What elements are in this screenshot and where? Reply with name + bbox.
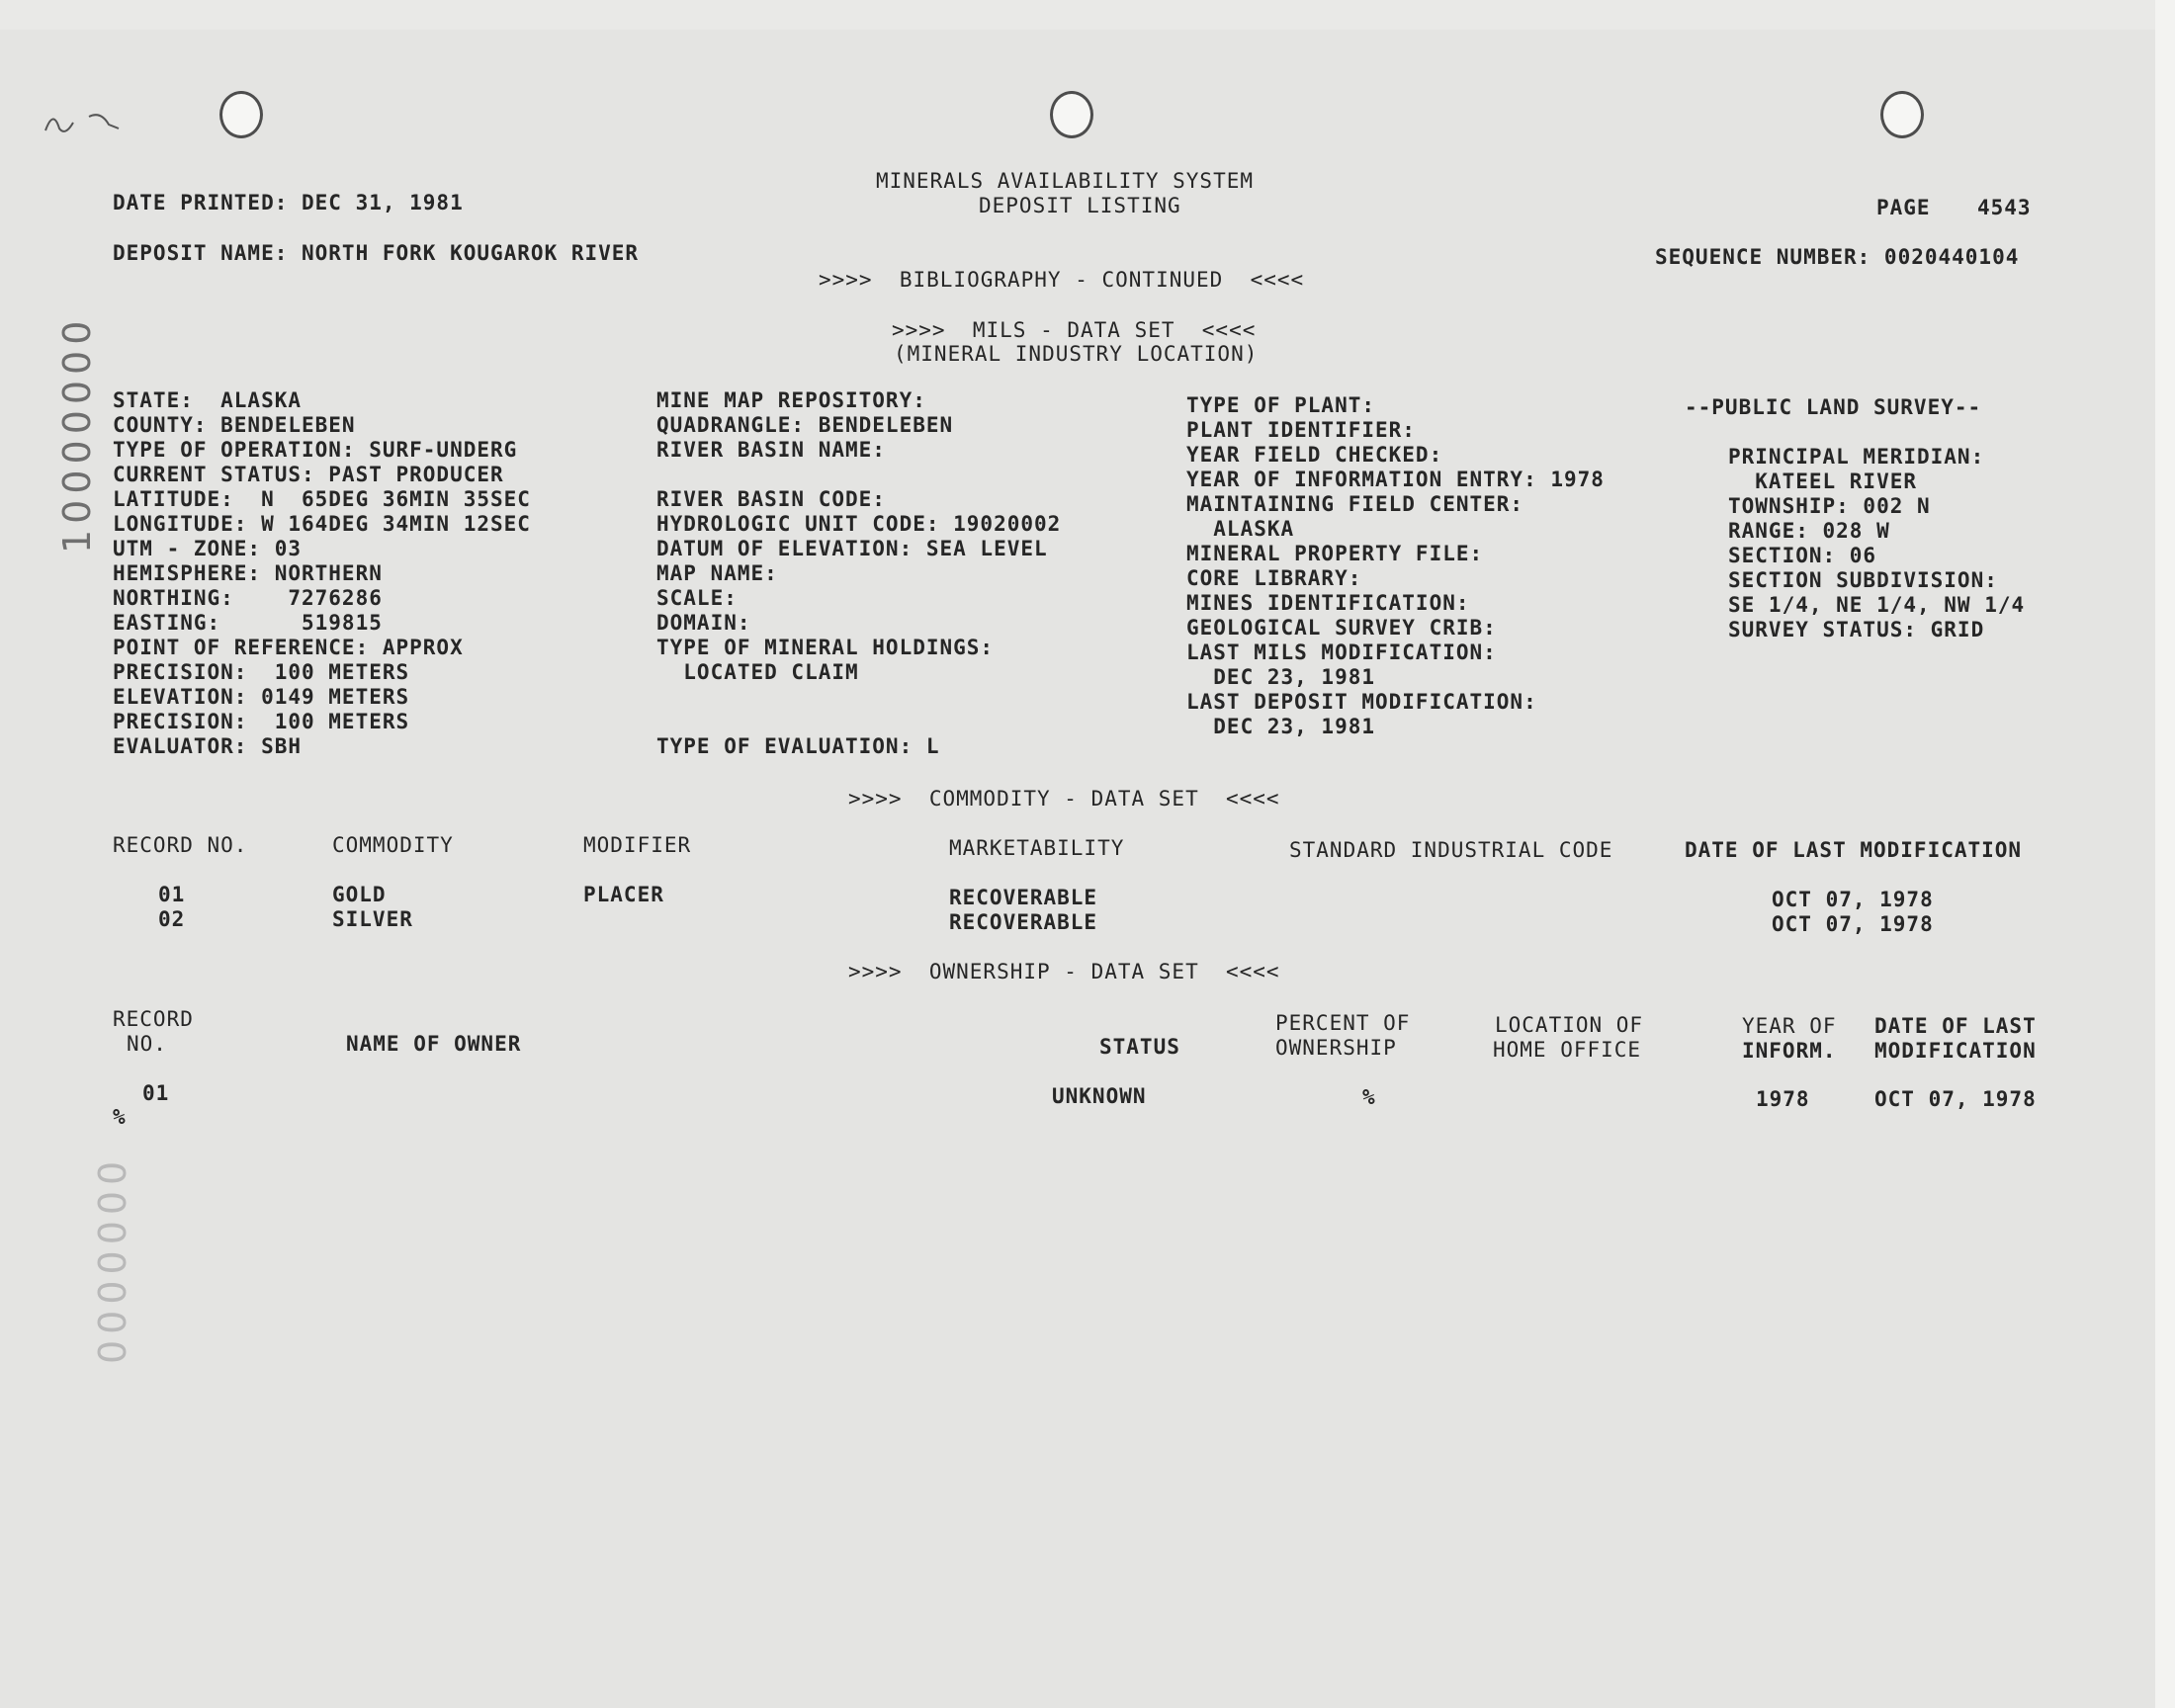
cell-commodity: SILVER	[332, 907, 413, 931]
field-section-subdivision-value: SE 1/4, NE 1/4, NW 1/4	[1728, 593, 2026, 617]
col-header-percent-of: PERCENT OF	[1275, 1011, 1411, 1035]
field-range: RANGE: 028 W	[1728, 519, 1890, 543]
record-trailer: %	[113, 1105, 127, 1129]
field-principal-meridian: PRINCIPAL MERIDIAN:	[1728, 445, 1985, 469]
cell-modifier: PLACER	[583, 883, 664, 906]
system-title: MINERALS AVAILABILITY SYSTEM	[876, 169, 1255, 193]
cell-record-no: 02	[158, 907, 186, 931]
field-last-deposit-modification: LAST DEPOSIT MODIFICATION:	[1186, 690, 1537, 714]
col-header-modifier: MODIFIER	[583, 833, 692, 857]
cell-percent: %	[1362, 1085, 1376, 1109]
cell-record-no: 01	[142, 1081, 170, 1105]
page-edge	[2155, 0, 2175, 1708]
field-datum-of-elevation: DATUM OF ELEVATION: SEA LEVEL	[656, 537, 1048, 560]
field-mines-identification: MINES IDENTIFICATION:	[1186, 591, 1470, 615]
col-header-date-of-last: DATE OF LAST	[1874, 1014, 2037, 1038]
date-printed: DATE PRINTED: DEC 31, 1981	[113, 191, 464, 214]
field-state: STATE: ALASKA	[113, 388, 303, 412]
cell-record-no: 01	[158, 883, 186, 906]
punch-hole	[1050, 91, 1093, 138]
field-scale: SCALE:	[656, 586, 738, 610]
cell-last-modification: OCT 07, 1978	[1874, 1087, 2037, 1111]
cell-last-modification: OCT 07, 1978	[1772, 912, 1934, 936]
field-principal-meridian-value: KATEEL RIVER	[1728, 470, 1918, 493]
mils-subheading: (MINERAL INDUSTRY LOCATION)	[894, 342, 1259, 366]
field-current-status: CURRENT STATUS: PAST PRODUCER	[113, 463, 504, 486]
col-header-marketability: MARKETABILITY	[949, 836, 1125, 860]
sequence-number: SEQUENCE NUMBER: 0020440104	[1655, 245, 2020, 269]
handwritten-mark	[40, 103, 138, 142]
col-header-commodity: COMMODITY	[332, 833, 454, 857]
field-type-of-mineral-holdings: TYPE OF MINERAL HOLDINGS:	[656, 636, 995, 659]
punch-hole	[1880, 91, 1924, 138]
col-header-record-no: RECORD NO.	[113, 833, 248, 857]
col-header-status: STATUS	[1099, 1035, 1180, 1059]
field-section: SECTION: 06	[1728, 544, 1877, 567]
col-header-location-of: LOCATION OF	[1495, 1013, 1644, 1037]
col-header-inform: INFORM.	[1742, 1039, 1837, 1063]
col-header-name-of-owner: NAME OF OWNER	[346, 1032, 522, 1056]
cell-status: UNKNOWN	[1052, 1084, 1147, 1108]
field-type-of-operation: TYPE OF OPERATION: SURF-UNDERG	[113, 438, 518, 462]
field-domain: DOMAIN:	[656, 611, 751, 635]
field-easting: EASTING: 519815	[113, 611, 383, 635]
field-quadrangle: QUADRANGLE: BENDELEBEN	[656, 413, 954, 437]
cell-last-modification: OCT 07, 1978	[1772, 888, 1934, 911]
cell-year: 1978	[1756, 1087, 1810, 1111]
field-utm-zone: UTM - ZONE: 03	[113, 537, 303, 560]
field-plant-identifier: PLANT IDENTIFIER:	[1186, 418, 1416, 442]
field-last-mils-modification-date: DEC 23, 1981	[1186, 665, 1376, 689]
page-number: 4543	[1977, 196, 2032, 219]
cell-marketability: RECOVERABLE	[949, 910, 1098, 934]
field-hemisphere: HEMISPHERE: NORTHERN	[113, 561, 383, 585]
cell-marketability: RECOVERABLE	[949, 886, 1098, 909]
field-maintaining-field-center: MAINTAINING FIELD CENTER:	[1186, 492, 1524, 516]
col-header-year-of: YEAR OF	[1742, 1014, 1837, 1038]
field-map-name: MAP NAME:	[656, 561, 778, 585]
faint-frame-stamp: 0000000	[91, 1154, 134, 1364]
field-mineral-holdings-value: LOCATED CLAIM	[656, 660, 859, 684]
field-precision: PRECISION: 100 METERS	[113, 660, 410, 684]
field-northing: NORTHING: 7276286	[113, 586, 383, 610]
field-river-basin-name: RIVER BASIN NAME:	[656, 438, 886, 462]
col-header-home-office: HOME OFFICE	[1493, 1038, 1642, 1062]
field-type-of-plant: TYPE OF PLANT:	[1186, 393, 1376, 417]
field-elevation-precision: PRECISION: 100 METERS	[113, 710, 410, 733]
col-header-modification: MODIFICATION	[1874, 1039, 2037, 1063]
field-point-of-reference: POINT OF REFERENCE: APPROX	[113, 636, 464, 659]
field-township: TOWNSHIP: 002 N	[1728, 494, 1931, 518]
deposit-name: DEPOSIT NAME: NORTH FORK KOUGAROK RIVER	[113, 241, 640, 265]
col-header-ownership: OWNERSHIP	[1275, 1036, 1397, 1060]
mils-heading: >>>> MILS - DATA SET <<<<	[892, 318, 1257, 342]
field-survey-status: SURVEY STATUS: GRID	[1728, 618, 1985, 641]
field-river-basin-code: RIVER BASIN CODE:	[656, 487, 886, 511]
field-hydrologic-unit-code: HYDROLOGIC UNIT CODE: 19020002	[656, 512, 1062, 536]
ownership-heading: >>>> OWNERSHIP - DATA SET <<<<	[848, 960, 1280, 983]
field-latitude: LATITUDE: N 65DEG 36MIN 35SEC	[113, 487, 531, 511]
field-county: COUNTY: BENDELEBEN	[113, 413, 356, 437]
field-last-deposit-modification-date: DEC 23, 1981	[1186, 715, 1376, 738]
col-header-record: RECORD	[113, 1007, 194, 1031]
col-header-last-modification: DATE OF LAST MODIFICATION	[1685, 838, 2023, 862]
plss-heading: --PUBLIC LAND SURVEY--	[1685, 395, 1982, 419]
listing-title: DEPOSIT LISTING	[979, 194, 1181, 217]
field-geological-survey-crib: GEOLOGICAL SURVEY CRIB:	[1186, 616, 1497, 640]
cell-commodity: GOLD	[332, 883, 387, 906]
page-label: PAGE	[1876, 196, 1931, 219]
field-field-center-value: ALASKA	[1186, 517, 1295, 541]
frame-number-stamp: 10000000	[55, 314, 99, 554]
col-header-record-no: NO.	[127, 1032, 167, 1056]
field-elevation: ELEVATION: 0149 METERS	[113, 685, 410, 709]
field-longitude: LONGITUDE: W 164DEG 34MIN 12SEC	[113, 512, 531, 536]
bibliography-heading: >>>> BIBLIOGRAPHY - CONTINUED <<<<	[819, 268, 1305, 292]
field-year-of-information-entry: YEAR OF INFORMATION ENTRY: 1978	[1186, 468, 1605, 491]
field-core-library: CORE LIBRARY:	[1186, 566, 1362, 590]
field-evaluator: EVALUATOR: SBH	[113, 734, 303, 758]
field-type-of-evaluation: TYPE OF EVALUATION: L	[656, 734, 940, 758]
field-year-field-checked: YEAR FIELD CHECKED:	[1186, 443, 1443, 467]
field-mine-map-repository: MINE MAP REPOSITORY:	[656, 388, 926, 412]
col-header-sic: STANDARD INDUSTRIAL CODE	[1289, 838, 1613, 862]
field-last-mils-modification: LAST MILS MODIFICATION:	[1186, 640, 1497, 664]
punch-hole	[219, 91, 263, 138]
field-section-subdivision: SECTION SUBDIVISION:	[1728, 568, 1998, 592]
commodity-heading: >>>> COMMODITY - DATA SET <<<<	[848, 787, 1280, 811]
field-mineral-property-file: MINERAL PROPERTY FILE:	[1186, 542, 1484, 565]
